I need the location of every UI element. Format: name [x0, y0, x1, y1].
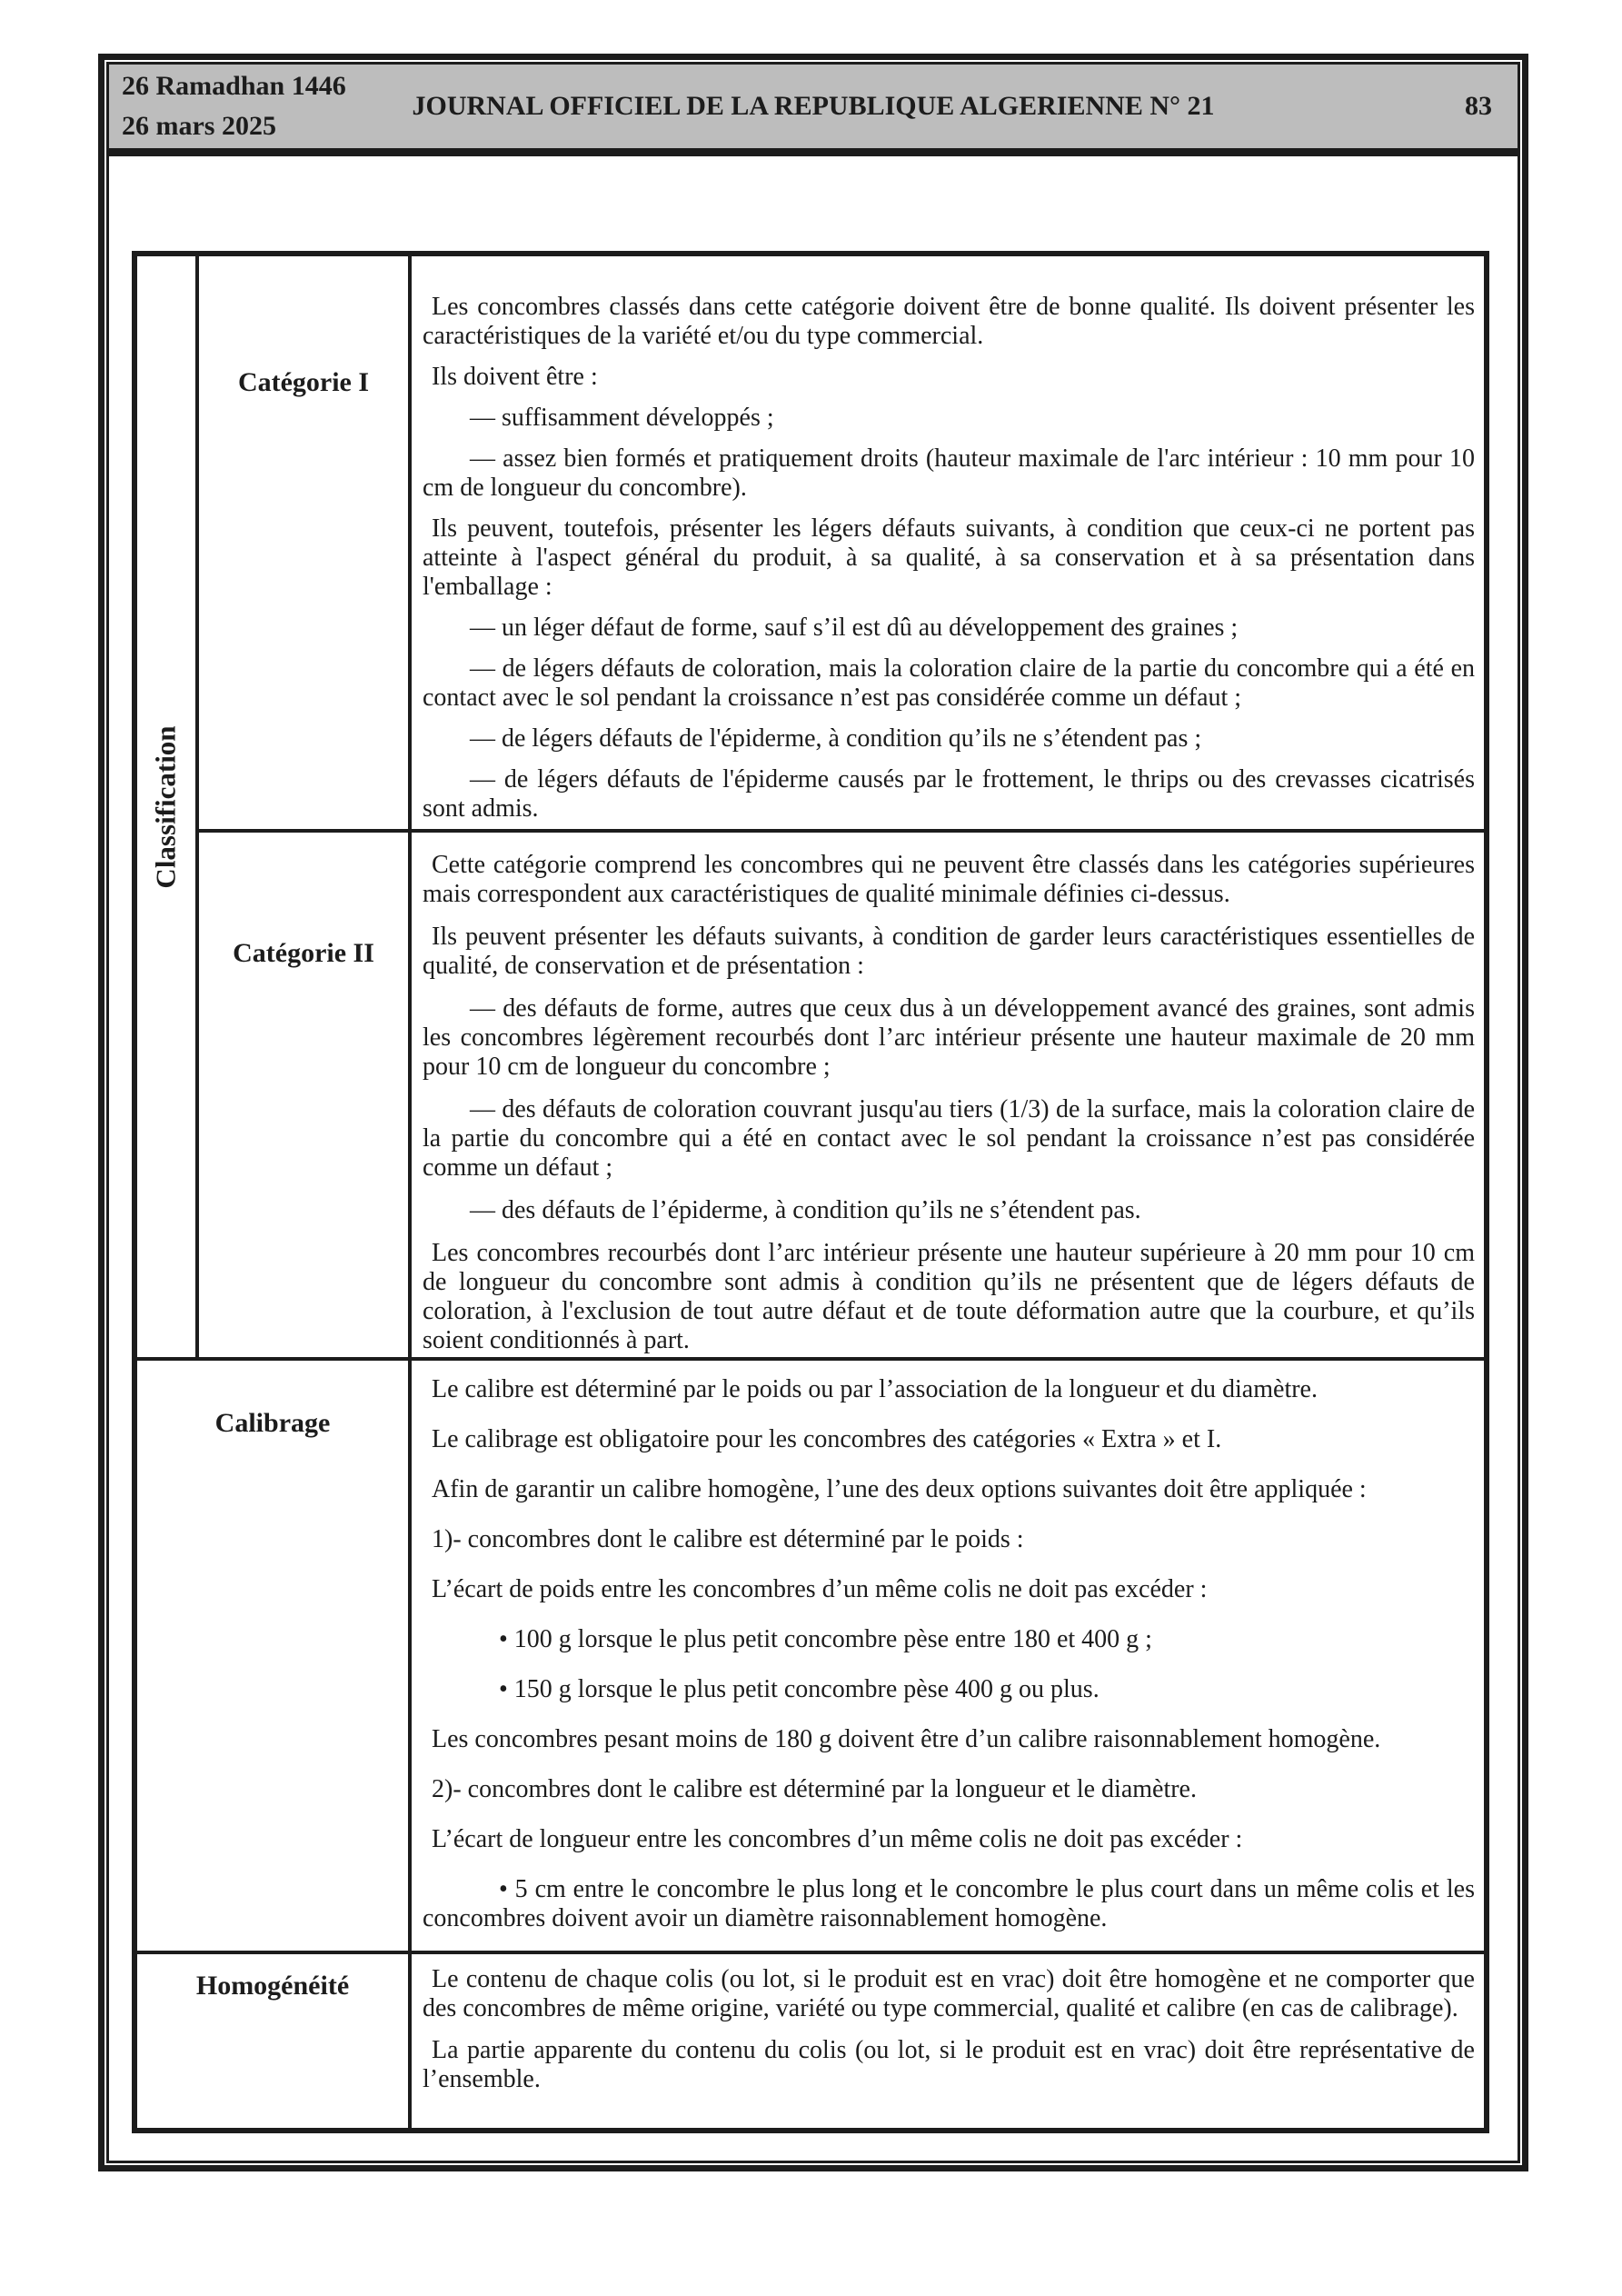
table-paragraph: — de légers défauts de l'épiderme, à condition qu’ils ne s’étendent pas ; — [470, 724, 1202, 753]
table-paragraph: Le contenu de chaque colis (ou lot, si le produit est en vrac) doit être homogène et ne comporter que des concombres de même origine, variété ou type commercial, qualité et calibre (en cas de calibrage). — [423, 1965, 1475, 2022]
table-paragraph: La partie apparente du contenu du colis (ou lot, si le produit est en vrac) doit être représentative de l’ensemble. — [423, 2036, 1475, 2093]
gregorian-date: 26 mars 2025 — [122, 111, 276, 141]
table-paragraph: • 150 g lorsque le plus petit concombre pèse 400 g ou plus. — [499, 1675, 1100, 1703]
table-paragraph: L’écart de poids entre les concombres d’un même colis ne doit pas excéder : — [432, 1575, 1208, 1603]
calibrage-content-cell — [412, 1361, 1484, 1951]
homogeneite-content-cell — [412, 1954, 1484, 2128]
table-paragraph: • 100 g lorsque le plus petit concombre pèse entre 180 et 400 g ; — [499, 1625, 1152, 1653]
journal-header-bar — [109, 65, 1518, 156]
table-paragraph: Le calibre est déterminé par le poids ou par l’association de la longueur et du diamètre. — [432, 1375, 1318, 1403]
table-paragraph: Cette catégorie comprend les concombres qui ne peuvent être classés dans les catégories supérieures mais correspondent aux caractéristiques de qualité minimale définies ci-dessus. — [423, 851, 1475, 908]
categorie-1-content-cell — [412, 256, 1484, 829]
table-paragraph: L’écart de longueur entre les concombres d’un même colis ne doit pas excéder : — [432, 1825, 1243, 1853]
table-paragraph: Les concombres classés dans cette catégorie doivent être de bonne qualité. Ils doivent présenter les caractéristiques de la variété et/ou du type commercial. — [423, 293, 1475, 350]
table-paragraph: Les concombres recourbés dont l’arc intérieur présente une hauteur supérieure à 20 mm pour 10 cm de longueur du concombre sont admis à condition qu’ils ne présentent que de légers défauts de coloration, à l'exclusion de tout autre défaut et de toute déformation autre que la courbure, et qu’ils soient conditionnés à part. — [423, 1239, 1475, 1354]
classification-table — [132, 251, 1489, 2133]
homogeneite-label-cell — [137, 1954, 408, 2128]
table-paragraph: — de légers défauts de coloration, mais la coloration claire de la partie du concombre qui a été en contact avec le sol pendant la croissance n’est pas considérée comme un défaut ; — [423, 654, 1475, 712]
categorie-1-label: Catégorie I — [237, 367, 370, 397]
classification-vertical-label: Classification — [150, 724, 182, 889]
table-paragraph: — des défauts de coloration couvrant jusqu'au tiers (1/3) de la surface, mais la coloration claire de la partie du concombre qui a été en contact avec le sol pendant la croissance n’est pas considérée comme un défaut ; — [423, 1095, 1475, 1182]
categorie-1-label-cell — [199, 256, 408, 829]
homogeneite-label: Homogénéité — [195, 1971, 350, 2001]
calibrage-label: Calibrage — [214, 1408, 331, 1438]
hijri-date: 26 Ramadhan 1446 — [122, 71, 346, 101]
categorie-2-label-cell — [199, 833, 408, 1357]
categorie-2-content-cell — [412, 833, 1484, 1357]
calibrage-label-cell — [137, 1361, 408, 1951]
table-paragraph: — des défauts de forme, autres que ceux dus à un développement avancé des graines, sont admis les concombres légèrement recourbés dont l’arc intérieur présente une hauteur maximale de 20 mm pour 10 cm de longueur du concombre ; — [423, 994, 1475, 1081]
header-dates — [122, 65, 346, 148]
table-paragraph: — de légers défauts de l'épiderme causés par le frottement, le thrips ou des crevasses cicatrisés sont admis. — [423, 765, 1475, 823]
table-paragraph: — un léger défaut de forme, sauf s’il est dû au développement des graines ; — [470, 614, 1239, 642]
table-paragraph: Afin de garantir un calibre homogène, l’une des deux options suivantes doit être appliquée : — [432, 1475, 1367, 1503]
table-paragraph: — assez bien formés et pratiquement droits (hauteur maximale de l'arc intérieur : 10 mm pour 10 cm de longueur du concombre). — [423, 444, 1475, 502]
table-paragraph: Ils peuvent, toutefois, présenter les légers défauts suivants, à condition que ceux-ci ne portent pas atteinte à l'aspect général du produit, à sa qualité, à sa conservation et à sa présentation dans l'emballage : — [423, 514, 1475, 601]
table-paragraph: Les concombres pesant moins de 180 g doivent être d’un calibre raisonnablement homogène. — [432, 1725, 1381, 1753]
table-paragraph: • 5 cm entre le concombre le plus long et le concombre le plus court dans un même colis et les concombres doivent avoir un diamètre raisonnablement homogène. — [423, 1875, 1475, 1932]
journal-title: JOURNAL OFFICIEL DE LA REPUBLIQUE ALGERIENNE N° 21 — [412, 91, 1215, 121]
page-number: 83 — [1465, 91, 1492, 121]
table-paragraph: 2)- concombres dont le calibre est déterminé par la longueur et le diamètre. — [432, 1775, 1197, 1803]
table-paragraph: — suffisamment développés ; — [470, 404, 774, 432]
classification-header-cell — [137, 256, 195, 1357]
table-paragraph: Ils doivent être : — [432, 363, 598, 391]
categorie-2-label: Catégorie II — [233, 938, 374, 968]
table-paragraph: Ils peuvent présenter les défauts suivants, à condition de garder leurs caractéristiques essentielles de qualité, de conservation et de présentation : — [423, 923, 1475, 980]
table-paragraph: — des défauts de l’épiderme, à condition qu’ils ne s’étendent pas. — [470, 1196, 1141, 1224]
table-paragraph: 1)- concombres dont le calibre est déterminé par le poids : — [432, 1525, 1024, 1553]
table-paragraph: Le calibrage est obligatoire pour les concombres des catégories « Extra » et I. — [432, 1425, 1222, 1453]
